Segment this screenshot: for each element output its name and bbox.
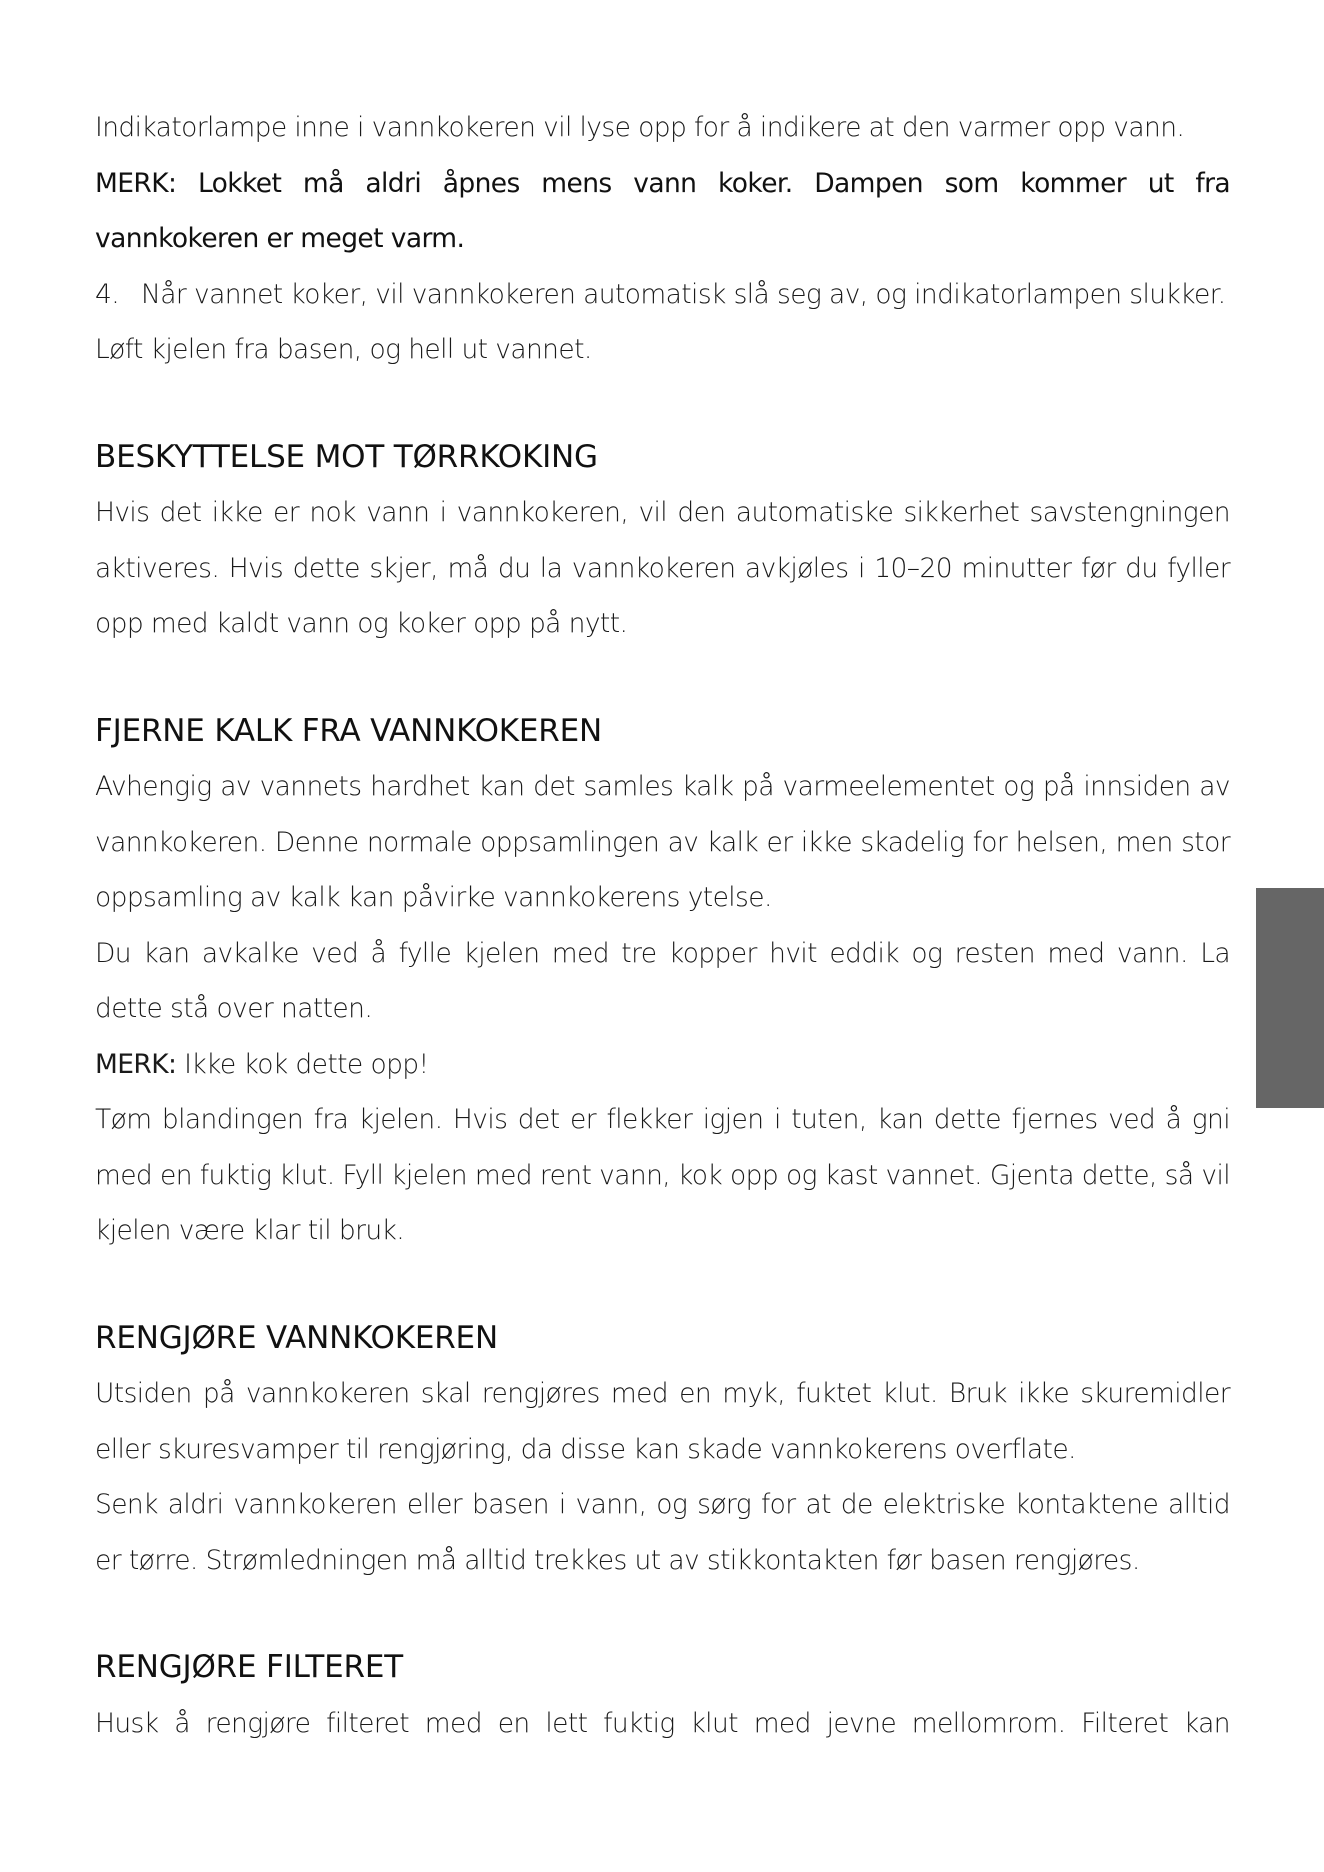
section-paragraph: Tøm blandingen fra kjelen. Hvis det er flekker igjen i tuten, kan dette fjernes ved å gni med en fuktig klut. Fyll kjelen med rent vann, kok opp og kast vannet. Gjenta dette, så vil kjelen være klar til bruk. (95, 1104, 1230, 1246)
section-paragraph: Husk å rengjøre filteret med en lett fuktig klut med jevne mellomrom. Filteret kan (95, 1707, 1230, 1739)
section-paragraph: Utsiden på vannkokeren skal rengjøres med en myk, fuktet klut. Bruk ikke skuremidler eller skuresvamper til rengjøring, da disse kan skade vannkokerens overflate. (95, 1378, 1230, 1465)
step-4 (95, 267, 1230, 323)
side-tab-marker (1256, 888, 1324, 1108)
section-paragraph: Hvis det ikke er nok vann i vannkokeren, vil den automatiske sikkerhet savstengningen aktiveres. Hvis dette skjer, må du la vannkokeren avkjøles i 10–20 minutter før du fyller opp med kaldt vann og koker opp på nytt. (95, 497, 1230, 639)
section-heading-clean-filter: RENGJØRE FILTERET (95, 1649, 404, 1685)
step-4-continuation: Løft kjelen fra basen, og hell ut vannet. (95, 334, 592, 365)
section-heading-descale: FJERNE KALK FRA VANNKOKEREN (95, 712, 603, 749)
section-paragraph: Senk aldri vannkokeren eller basen i vann, og sørg for at de elektriske kontaktene alltid er tørre. Strømledningen må alltid trekkes ut av stikkontakten før basen rengjøres. (95, 1489, 1230, 1576)
section-paragraph: Du kan avkalke ved å fylle kjelen med tre kopper hvit eddik og resten med vann. La dette stå over natten. (95, 937, 1230, 1024)
document-page (95, 100, 1230, 1751)
merk-note: MERK: Lokket må aldri åpnes mens vann koker. Dampen som kommer ut fra vannkokeren er meget varm. (95, 167, 1230, 254)
merk-label: MERK: (95, 1048, 177, 1080)
merk-line (95, 1037, 1230, 1093)
intro-line: Indikatorlampe inne i vannkokeren vil lyse opp for å indikere at den varmer opp vann. (95, 112, 1185, 143)
section-heading-clean-kettle: RENGJØRE VANNKOKEREN (95, 1319, 498, 1356)
step-4-number: 4. (95, 278, 120, 310)
section-heading-dry-boil: BESKYTTELSE MOT TØRRKOKING (95, 438, 598, 475)
step-4-text: Når vannet koker, vil vannkokeren automatisk slå seg av, og indikatorlampen slukker. (141, 278, 1226, 310)
section-paragraph: Avhengig av vannets hardhet kan det samles kalk på varmeelementet og på innsiden av vannkokeren. Denne normale oppsamlingen av kalk er ikke skadelig for helsen, men stor oppsamling av kalk kan påvirke vannkokerens ytelse. (95, 771, 1230, 913)
merk-text: Ikke kok dette opp! (176, 1048, 429, 1080)
